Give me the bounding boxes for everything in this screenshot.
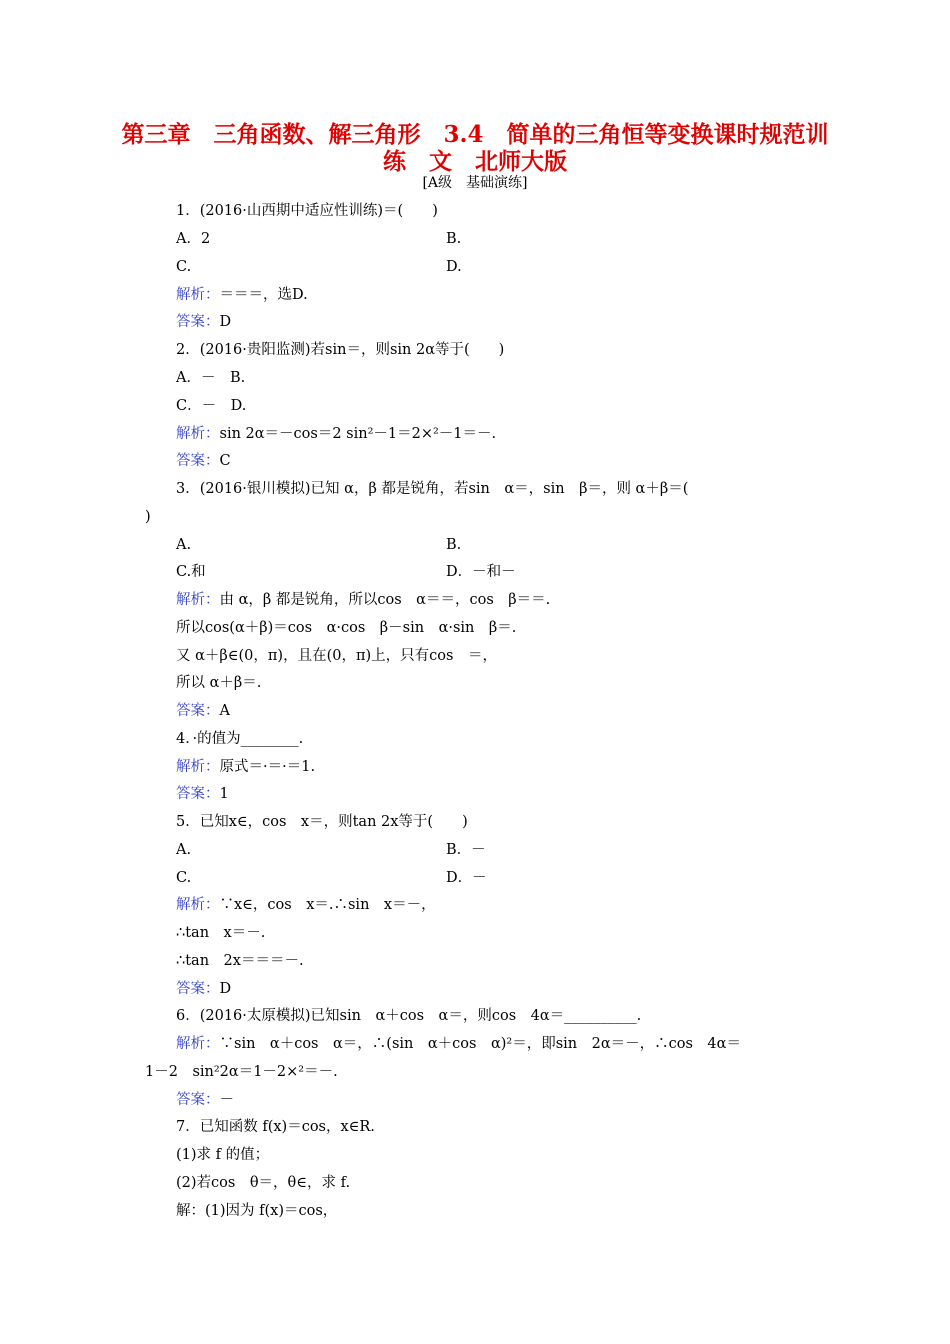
text-line [446, 840, 486, 860]
text-line [176, 562, 206, 582]
line-text: A [219, 703, 230, 719]
line-text: 由 α，β 都是锐角，所以cos α＝＝，cos β＝＝. [219, 592, 551, 608]
analysis-label: 解析： [176, 426, 220, 442]
line-text: (1)求 f 的值； [176, 1147, 270, 1163]
text-line [176, 729, 303, 749]
text-line [176, 285, 308, 305]
text-line [176, 479, 688, 499]
line-text: D．－和－ [446, 564, 516, 580]
line-text: C．－ D. [176, 398, 247, 414]
level-heading: [A级 基础演练] [422, 175, 528, 191]
line-text: 1．(2016·山西期中适应性训练)＝( ) [176, 203, 438, 219]
line-text: 4．·的值为________. [176, 731, 304, 747]
text-line [176, 1090, 234, 1110]
line-text: 所以 α＋β＝. [176, 675, 262, 691]
line-text: D．－ [446, 870, 487, 886]
text-line [176, 396, 246, 416]
line-text: A. [176, 537, 192, 553]
line-text: C.和 [176, 564, 206, 580]
text-line [176, 1117, 375, 1137]
text-line [446, 229, 461, 249]
line-text: 6．(2016·太原模拟)已知sin α＋cos α＝，则cos 4α＝__________. [176, 1008, 642, 1024]
text-line [176, 257, 191, 277]
analysis-label: 解析： [176, 759, 220, 775]
line-text: 1－2 sin²2α＝1－2×²＝－. [145, 1064, 338, 1080]
text-line [176, 923, 265, 943]
answer-label: 答案： [176, 786, 220, 802]
line-text: ) [145, 509, 151, 525]
text-line [176, 868, 191, 888]
analysis-label: 解析： [176, 897, 220, 913]
analysis-label: 解析： [176, 287, 220, 303]
text-line [176, 1034, 741, 1054]
text-line [446, 257, 462, 277]
text-line [446, 535, 461, 555]
text-line [176, 451, 231, 471]
document-title-line2: 练 文 北师大版 [383, 148, 567, 175]
analysis-label: 解析： [176, 592, 220, 608]
line-text: 3．(2016·银川模拟)已知 α，β 都是锐角，若sin α＝，sin β＝，则 α＋β＝( [176, 481, 689, 497]
text-line [176, 979, 231, 999]
line-text: A．－ B. [176, 370, 246, 386]
line-text: 5．已知x∈，cos x＝，则tan 2x等于( ) [176, 814, 468, 830]
text-line [446, 562, 516, 582]
text-line [176, 201, 438, 221]
answer-label: 答案： [176, 981, 220, 997]
line-text: ＝＝＝，选D. [219, 287, 308, 303]
line-text: B．－ [446, 842, 486, 858]
answer-label: 答案： [176, 314, 220, 330]
line-text: 又 α＋β∈(0，π)，且在(0，π)上，只有cos ＝， [176, 648, 497, 664]
line-text: 解：(1)因为 f(x)＝cos， [176, 1203, 338, 1219]
text-line [446, 868, 487, 888]
text-line [176, 840, 191, 860]
line-text: A. [176, 842, 192, 858]
text-line [176, 1201, 337, 1221]
line-text: sin 2α＝－cos＝2 sin²－1＝2×²－1＝－. [219, 426, 497, 442]
text-line [176, 340, 504, 360]
text-line [176, 673, 261, 693]
line-text: 2．(2016·贵阳监测)若sin＝，则sin 2α等于( ) [176, 342, 505, 358]
answer-label: 答案： [176, 453, 220, 469]
line-text: D. [446, 259, 462, 275]
text-line [145, 507, 151, 527]
line-text: ∵sin α＋cos α＝，∴(sin α＋cos α)²＝，即sin 2α＝－，∴cos 4α＝ [219, 1036, 741, 1052]
line-text: － [219, 1092, 234, 1108]
line-text: 所以cos(α＋β)＝cos α·cos β－sin α·sin β＝. [176, 620, 517, 636]
text-line [176, 229, 210, 249]
analysis-label: 解析： [176, 1036, 220, 1052]
text-line [176, 590, 550, 610]
text-line [176, 368, 245, 388]
text-line [176, 951, 304, 971]
text-line [145, 1062, 338, 1082]
text-line [176, 895, 436, 915]
text-line [176, 812, 468, 832]
line-text: (2)若cos θ＝，θ∈，求 f. [176, 1175, 351, 1191]
line-text: ∴tan 2x＝＝＝－. [176, 953, 304, 969]
line-text: C. [176, 259, 192, 275]
line-text: 原式＝·＝·＝1. [219, 759, 316, 775]
line-text: D [219, 981, 232, 997]
text-line [176, 701, 230, 721]
text-line [176, 312, 231, 332]
line-text: ∴tan x＝－. [176, 925, 266, 941]
line-text: C. [176, 870, 192, 886]
line-text: B. [446, 537, 462, 553]
line-text: D [219, 314, 232, 330]
text-line [176, 424, 496, 444]
answer-label: 答案： [176, 1092, 220, 1108]
answer-label: 答案： [176, 703, 220, 719]
text-line [176, 784, 229, 804]
line-text: B. [446, 231, 462, 247]
text-line [176, 535, 191, 555]
line-text: 1 [219, 786, 229, 802]
text-line [176, 1145, 269, 1165]
document-title-line1: 第三章 三角函数、解三角形 3.4 简单的三角恒等变换课时规范训 [121, 121, 829, 148]
text-line [176, 618, 516, 638]
line-text: 7．已知函数 f(x)＝cos，x∈R. [176, 1119, 375, 1135]
line-text: C [219, 453, 231, 469]
text-line [176, 1006, 641, 1026]
text-line [176, 1173, 350, 1193]
text-line [176, 646, 497, 666]
line-text: ∵x∈，cos x＝.∴sin x＝－， [219, 897, 436, 913]
line-text: A．2 [176, 231, 211, 247]
text-line [176, 757, 315, 777]
